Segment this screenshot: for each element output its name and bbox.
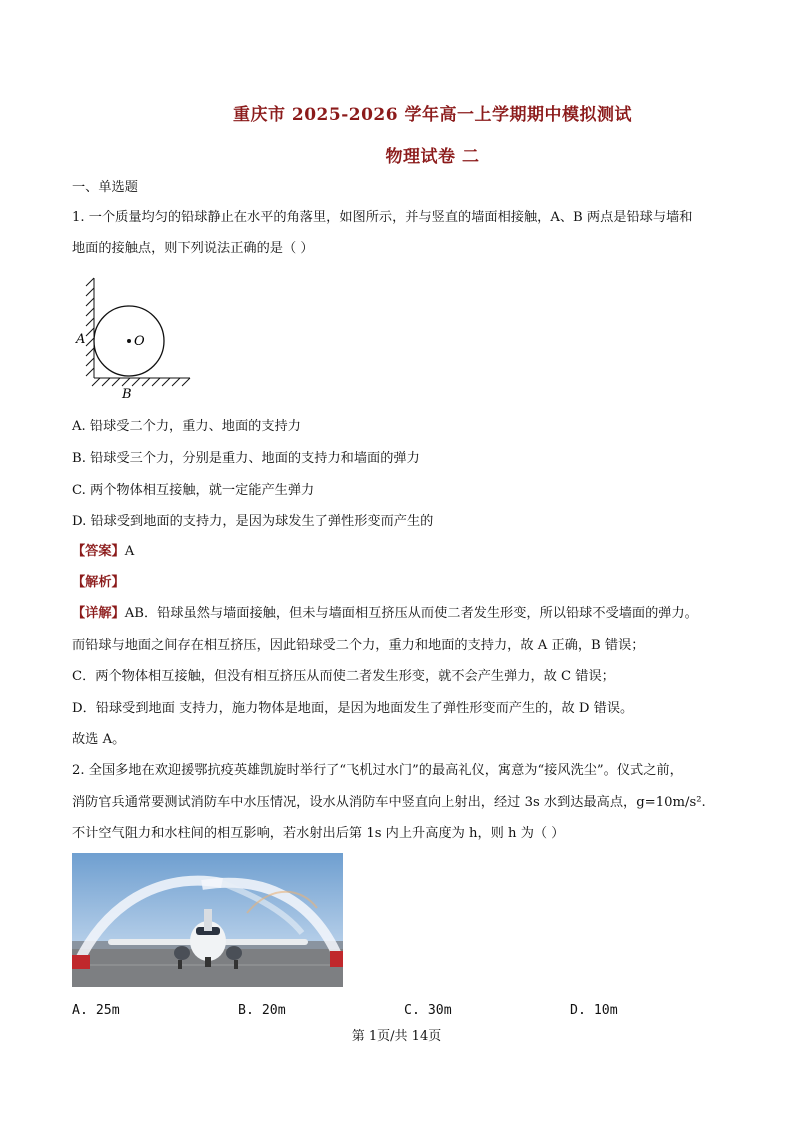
q2-option-a: A. 25m xyxy=(72,1003,120,1018)
q1-stem-line1: 1. 一个质量均匀的铅球静止在水平的角落里，如图所示，并与竖直的墙面相接触，A、B 两点是铅球与墙和 xyxy=(72,210,693,225)
ball-center-dot xyxy=(127,339,131,343)
q2-stem-line2: 消防官兵通常要测试消防车中水压情况，设水从消防车中竖直向上射出，经过 3s 水到达最高点，g=10m/s². xyxy=(72,795,706,810)
q2-stem-line3: 不计空气阻力和水柱间的相互影响，若水射出后第 1s 内上升高度为 h，则 h 为（ ） xyxy=(72,826,565,841)
q1-answer xyxy=(72,543,134,561)
detail-text-1: AB．铅球虽然与墙面接触，但未与墙面相互挤压从而使二者发生形变，所以铅球不受墙面的弹力。 xyxy=(124,606,698,621)
q1-option-b: B. 铅球受三个力，分别是重力、地面的支持力和墙面的弹力 xyxy=(72,451,420,466)
q1-option-a: A. 铅球受二个力，重力、地面的支持力 xyxy=(72,419,301,434)
fire-truck-right xyxy=(330,951,343,967)
wall-hatch xyxy=(86,278,190,386)
q1-detail-line2: 而铅球与地面之间存在相互挤压，因此铅球受二个力，重力和地面的支持力，故 A 正确，B 错误； xyxy=(72,638,645,653)
analysis-tag: 【解析】 xyxy=(72,575,125,590)
q2-option-b: B. 20m xyxy=(238,1003,286,1018)
label-b: B xyxy=(122,387,132,400)
q1-detail-line4: D．铅球受到地面 支持力，施力物体是地面，是因为地面发生了弹性形变而产生的，故 D 错误。 xyxy=(72,701,634,716)
page-footer: 第 1页/共 14页 xyxy=(351,1029,442,1044)
q1-detail-line3: C．两个物体相互接触，但没有相互挤压从而使二者发生形变，就不会产生弹力，故 C 错误； xyxy=(72,669,615,684)
q1-option-d: D. 铅球受到地面的支持力，是因为球发生了弹性形变而产生的 xyxy=(72,514,434,529)
detail-tag: 【详解】 xyxy=(72,606,125,621)
q1-option-c: C. 两个物体相互接触，就一定能产生弹力 xyxy=(72,483,315,498)
q1-analysis-tag xyxy=(72,574,125,592)
exam-subtitle: 物理试卷 二 xyxy=(385,147,480,167)
q2-option-c: C. 30m xyxy=(404,1003,452,1018)
label-o: O xyxy=(134,334,145,349)
ball-corner-figure xyxy=(72,272,197,400)
answer-tag: 【答案】 xyxy=(72,544,125,559)
section-heading: 一、单选题 xyxy=(72,180,138,195)
exam-title: 重庆市 2025-2026 学年高一上学期期中模拟测试 xyxy=(232,105,633,125)
fire-truck-left xyxy=(72,955,90,969)
q2-option-d: D. 10m xyxy=(570,1003,618,1018)
q1-detail-line1 xyxy=(72,605,698,623)
q1-detail-line5: 故选 A。 xyxy=(72,732,126,747)
q1-stem-line2: 地面的接触点，则下列说法正确的是（ ） xyxy=(72,241,314,256)
label-a: A xyxy=(76,332,86,347)
water-gate-photo xyxy=(72,853,343,987)
answer-value: A xyxy=(124,544,135,559)
q2-stem-line1: 2. 全国多地在欢迎援鄂抗疫英雄凯旋时举行了“飞机过水门”的最高礼仪，寓意为“接风洗尘”。仪式之前， xyxy=(72,763,683,778)
